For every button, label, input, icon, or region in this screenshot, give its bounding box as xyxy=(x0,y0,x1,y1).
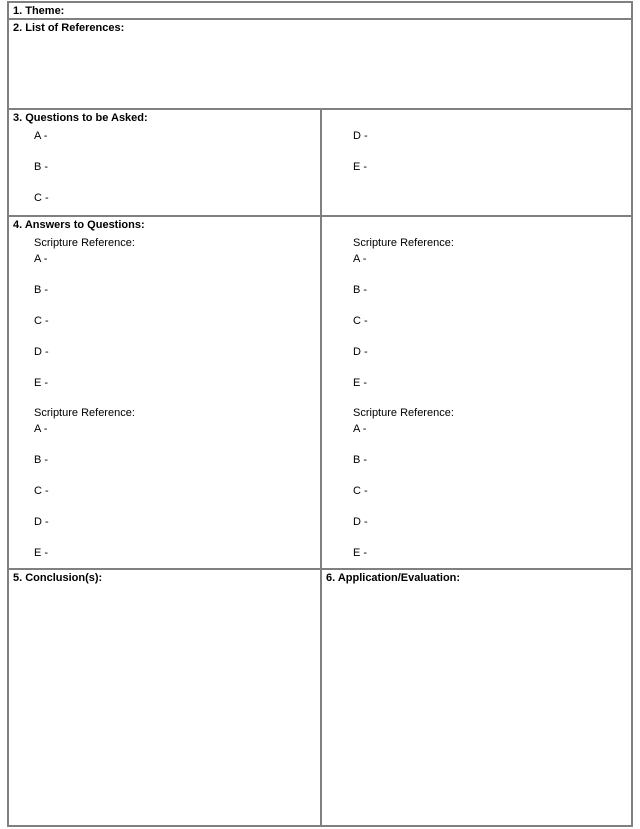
answer-field-a[interactable]: A - xyxy=(353,253,367,265)
question-field-b[interactable]: B - xyxy=(34,161,49,173)
section-theme-header: 1. Theme: xyxy=(13,5,65,17)
answer-field-b[interactable]: B - xyxy=(34,454,49,466)
section-answers xyxy=(9,217,631,570)
answer-field-c[interactable]: C - xyxy=(34,315,49,327)
scripture-reference-label: Scripture Reference: xyxy=(353,237,454,249)
scripture-reference-label: Scripture Reference: xyxy=(34,407,135,419)
scripture-reference-label: Scripture Reference: xyxy=(353,407,454,419)
answer-field-c[interactable]: C - xyxy=(353,315,368,327)
conclusions-column xyxy=(9,570,322,825)
section-conclusions-header: 5. Conclusion(s): xyxy=(13,572,103,584)
question-field-d[interactable]: D - xyxy=(353,130,368,142)
questions-right-column xyxy=(322,110,631,215)
answer-field-a[interactable]: A - xyxy=(34,253,48,265)
section-answers-header: 4. Answers to Questions: xyxy=(13,219,145,231)
section-references-header: 2. List of References: xyxy=(13,22,125,34)
questions-right-list xyxy=(322,110,631,192)
section-conclusions-application xyxy=(9,570,631,825)
answer-field-a[interactable]: A - xyxy=(34,423,48,435)
answer-field-c[interactable]: C - xyxy=(353,485,368,497)
group-spacer xyxy=(353,393,631,407)
section-theme xyxy=(9,3,631,20)
answers-left-list xyxy=(9,232,320,563)
answer-field-e[interactable]: E - xyxy=(34,547,49,559)
answer-field-a[interactable]: A - xyxy=(353,423,367,435)
question-field-c[interactable]: C - xyxy=(34,192,49,204)
answer-field-b[interactable]: B - xyxy=(353,284,368,296)
answer-field-d[interactable]: D - xyxy=(353,516,368,528)
questions-left-column xyxy=(9,110,322,215)
question-field-a[interactable]: A - xyxy=(34,130,48,142)
application-column xyxy=(322,570,631,825)
section-application-header: 6. Application/Evaluation: xyxy=(326,572,461,584)
answer-field-b[interactable]: B - xyxy=(353,454,368,466)
question-field-e[interactable]: E - xyxy=(353,161,368,173)
answer-field-d[interactable]: D - xyxy=(34,346,49,358)
questions-left-list xyxy=(9,125,320,223)
answer-field-e[interactable]: E - xyxy=(353,377,368,389)
answers-right-list xyxy=(322,217,631,563)
worksheet-form xyxy=(7,1,633,827)
answer-field-d[interactable]: D - xyxy=(34,516,49,528)
answers-left-column xyxy=(9,217,322,568)
answer-field-d[interactable]: D - xyxy=(353,346,368,358)
answers-right-column xyxy=(322,217,631,568)
answer-field-e[interactable]: E - xyxy=(34,377,49,389)
answer-field-e[interactable]: E - xyxy=(353,547,368,559)
section-questions-header: 3. Questions to be Asked: xyxy=(13,112,148,124)
group-spacer xyxy=(34,393,320,407)
section-references xyxy=(9,20,631,110)
section-questions xyxy=(9,110,631,217)
scripture-reference-label: Scripture Reference: xyxy=(34,237,135,249)
answer-field-b[interactable]: B - xyxy=(34,284,49,296)
answer-field-c[interactable]: C - xyxy=(34,485,49,497)
